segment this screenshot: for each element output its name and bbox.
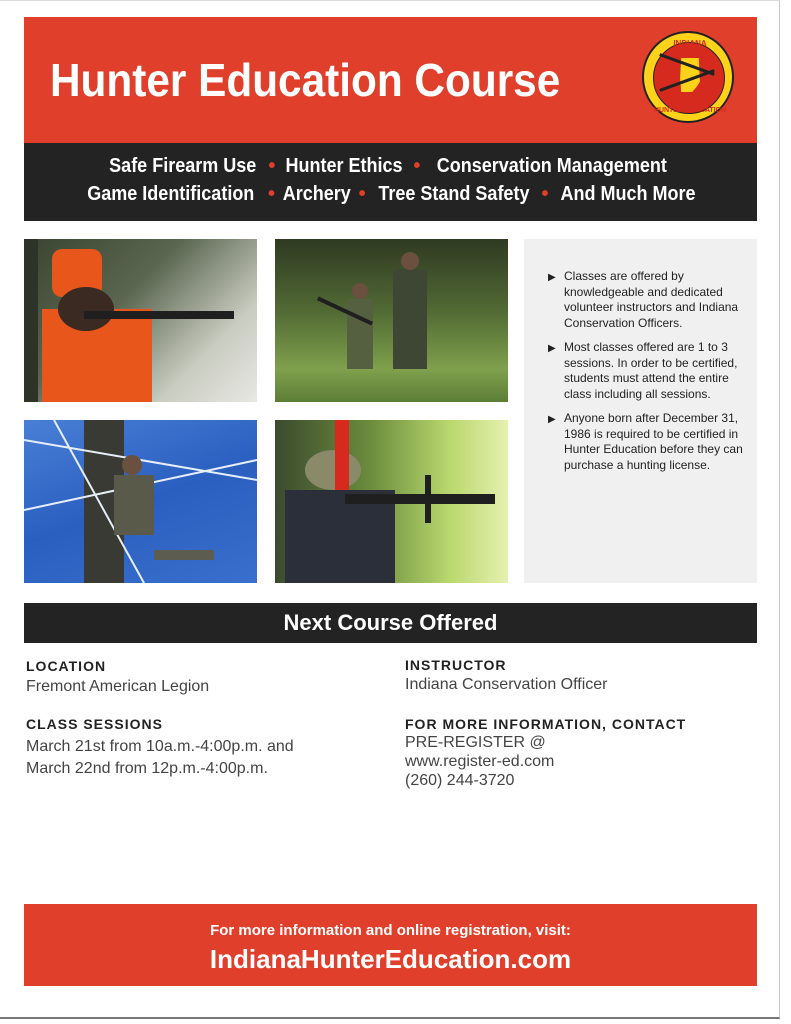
info-item-text: Anyone born after December 31, 1986 is required to be certified in Hunter Education before they can purchase a hunting license. bbox=[564, 411, 743, 472]
arrow-right-icon: ▶ bbox=[548, 414, 556, 425]
bullet-dot: • bbox=[358, 183, 366, 205]
topic-item: Tree Stand Safety bbox=[378, 183, 530, 205]
info-panel bbox=[524, 239, 757, 583]
instructor-value: Indiana Conservation Officer bbox=[405, 676, 608, 693]
bullet-dot: • bbox=[268, 155, 276, 177]
contact-phone[interactable]: (260) 244-3720 bbox=[405, 772, 515, 789]
next-course-heading: Next Course Offered bbox=[24, 603, 757, 643]
instructor-label: INSTRUCTOR bbox=[405, 657, 507, 673]
bullet-dot: • bbox=[413, 155, 421, 177]
footer-website-link[interactable]: IndianaHunterEducation.com bbox=[209, 944, 572, 974]
arrow-right-icon: ▶ bbox=[548, 272, 556, 283]
page-title: Hunter Education Course bbox=[50, 54, 561, 106]
photo-hunters-walking-art bbox=[275, 239, 508, 402]
footer-info-text: For more information and online registration, visit: bbox=[210, 922, 571, 939]
photo-hunter-orange bbox=[24, 239, 257, 402]
seal-text-top: INDIANA bbox=[673, 39, 707, 48]
photo-tree-stand-archer-art bbox=[24, 420, 257, 583]
info-item bbox=[548, 411, 748, 473]
info-item bbox=[548, 340, 748, 402]
photo-crossbow-hunter bbox=[275, 420, 508, 583]
info-item bbox=[548, 269, 748, 331]
class-sessions-label: CLASS SESSIONS bbox=[26, 716, 163, 732]
topic-item: Conservation Management bbox=[437, 155, 668, 177]
location-value: Fremont American Legion bbox=[26, 678, 210, 695]
topic-item: Game Identification bbox=[87, 183, 255, 205]
title-banner bbox=[24, 17, 757, 143]
contact-website[interactable]: www.register-ed.com bbox=[405, 753, 555, 770]
contact-line-1: PRE-REGISTER @ bbox=[405, 734, 546, 751]
info-item-text: Classes are offered by knowledgeable and dedicated volunteer instructors and Indiana Conservation Officers. bbox=[564, 269, 739, 330]
footer-banner bbox=[24, 904, 757, 986]
topics-line-2 bbox=[24, 183, 757, 206]
photo-hunter-orange-art bbox=[24, 239, 257, 402]
class-sessions-line-2: March 22nd from 12p.m.-4:00p.m. bbox=[26, 760, 268, 777]
location-label: LOCATION bbox=[26, 658, 107, 674]
topic-item: Hunter Ethics bbox=[285, 155, 403, 177]
topic-item: And Much More bbox=[560, 183, 696, 205]
seal-text-bottom: HUNTER EDUCATION bbox=[653, 107, 727, 114]
class-sessions-line-1: March 21st from 10a.m.-4:00p.m. and bbox=[26, 738, 294, 755]
bullet-dot: • bbox=[541, 183, 549, 205]
info-item-text: Most classes offered are 1 to 3 sessions. In order to be certified, students must attend the entire class including all sessions. bbox=[564, 340, 738, 401]
photo-crossbow-hunter-art bbox=[275, 420, 508, 583]
topic-item: Safe Firearm Use bbox=[109, 155, 257, 177]
arrow-right-icon: ▶ bbox=[548, 343, 556, 354]
photo-tree-stand-archer bbox=[24, 420, 257, 583]
topics-line-1 bbox=[24, 155, 757, 178]
indiana-hunter-education-seal bbox=[642, 31, 734, 123]
bullet-dot: • bbox=[268, 183, 276, 205]
photo-hunters-walking bbox=[275, 239, 508, 402]
contact-label: FOR MORE INFORMATION, CONTACT bbox=[405, 716, 687, 732]
info-list bbox=[548, 269, 748, 482]
topics-band bbox=[24, 143, 757, 221]
topic-item: Archery bbox=[282, 183, 351, 205]
